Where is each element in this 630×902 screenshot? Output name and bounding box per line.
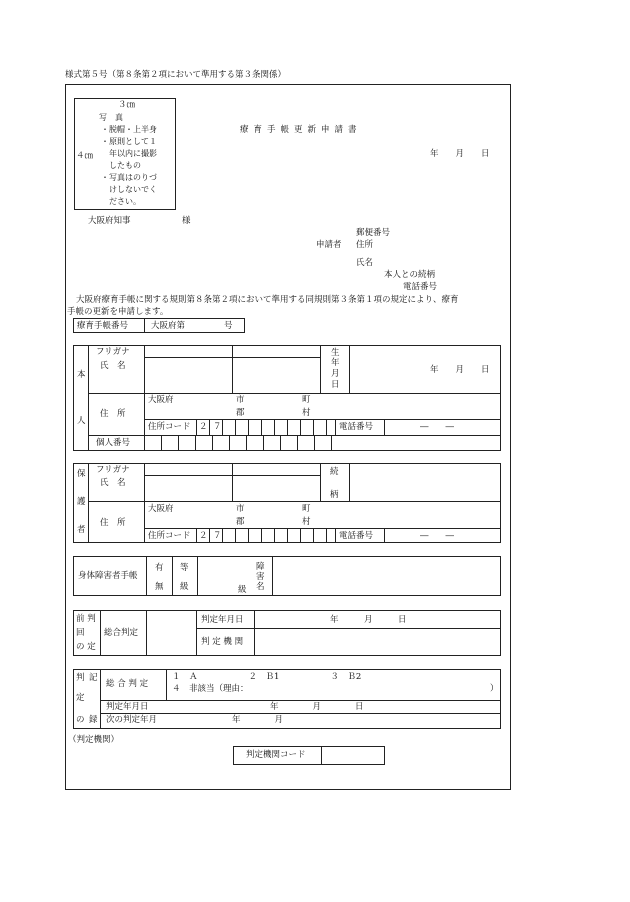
disability-yes[interactable]: 有 [155, 563, 164, 573]
divider [100, 700, 501, 701]
divider [326, 528, 327, 543]
divider [144, 528, 501, 529]
record-date-value[interactable]: 年 月 日 [270, 702, 364, 712]
divider [287, 419, 288, 435]
divider [254, 610, 255, 656]
divider [297, 435, 298, 451]
disability-type: 名 [256, 582, 265, 592]
divider [313, 419, 314, 435]
doc-title: 療育手帳更新申請書 [240, 125, 362, 135]
divider [326, 419, 327, 435]
photo-line: けしないでく [101, 185, 157, 194]
notebook-unit: 号 [224, 321, 233, 331]
divider [88, 463, 89, 543]
record-side: 定 [76, 693, 85, 703]
record-next-value[interactable]: 年 月 [232, 715, 284, 725]
applicant-postal[interactable]: 郵便番号 [356, 228, 391, 238]
addressee: 大阪府知事 [88, 216, 131, 226]
divider [229, 435, 230, 451]
guardian-address-label: 住 所 [100, 518, 126, 528]
divider [248, 419, 249, 435]
divider [261, 419, 262, 435]
divider [349, 345, 350, 393]
photo-line: 年以内に撮影 [101, 149, 157, 158]
photo-line: ・原則として１ [101, 137, 157, 146]
person-gun: 郡 [236, 408, 245, 418]
person-addr-code-label: 住所コード [148, 422, 191, 432]
record-side: 録 [89, 715, 98, 725]
person-side: 人 [77, 416, 86, 426]
record-side: 記 [89, 673, 98, 683]
agency-code-input[interactable] [324, 749, 382, 762]
divider [212, 435, 213, 451]
applicant-phone[interactable]: 電話番号 [403, 282, 438, 292]
guardian-relation: 続 [330, 467, 339, 477]
divider [88, 501, 501, 502]
guardian-side: 保 [77, 469, 86, 479]
divider [320, 463, 321, 501]
divider [272, 556, 273, 596]
record-next-label: 次の判定年月 [106, 715, 158, 725]
divider [195, 435, 196, 451]
applicant-label: 申請者 [316, 240, 342, 250]
person-phone-label: 電話番号 [339, 422, 374, 432]
person-birth-date[interactable]: 年 月 日 [430, 365, 490, 375]
divider [146, 556, 147, 596]
person-birth: 月 [331, 369, 340, 379]
divider [144, 475, 320, 476]
divider [161, 435, 162, 451]
divider [178, 435, 179, 451]
person-village: 村 [302, 408, 311, 418]
divider [321, 746, 322, 765]
divider [209, 528, 210, 543]
divider [300, 528, 301, 543]
divider [300, 419, 301, 435]
person-personal-no-label: 個人番号 [96, 438, 131, 448]
applicant-name[interactable]: 氏名 [356, 258, 374, 268]
divider [349, 463, 350, 501]
person-name-label: 氏 名 [100, 361, 126, 371]
disability-type: 障 [256, 562, 265, 572]
previous-date-label: 判定年月日 [201, 615, 244, 625]
person-birth: 生 [331, 348, 340, 358]
divider [235, 528, 236, 543]
guardian-pref: 大阪府 [148, 504, 174, 514]
divider [222, 528, 223, 543]
guardian-town: 町 [302, 504, 311, 514]
person-pref: 大阪府 [148, 395, 174, 405]
divider [144, 419, 501, 420]
previous-side: の 定 [76, 642, 96, 652]
guardian-village: 村 [302, 517, 311, 527]
person-code-digit: ７ [213, 422, 222, 432]
applicant-address[interactable]: 住所 [356, 240, 374, 250]
previous-date-value[interactable]: 年 月 日 [330, 615, 407, 625]
guardian-name-label: 氏 名 [100, 478, 126, 488]
divider [287, 528, 288, 543]
person-side: 本 [77, 370, 86, 380]
divider [232, 463, 233, 501]
person-phone-value[interactable]: ― ― [420, 422, 455, 432]
photo-height-label: ４㎝ [76, 151, 94, 161]
guardian-side: 者 [77, 525, 86, 535]
divider [144, 357, 320, 358]
divider [384, 528, 385, 543]
divider [314, 435, 315, 451]
person-code-digit: ２ [199, 422, 208, 432]
record-overall-label: 総 合 判 定 [106, 679, 149, 689]
guardian-phone-value[interactable]: ― ― [420, 531, 455, 541]
previous-overall-label: 総合判定 [104, 628, 139, 638]
divider [235, 419, 236, 435]
divider [274, 528, 275, 543]
divider [100, 610, 101, 656]
guardian-gun: 郡 [236, 517, 245, 527]
body-text: 手帳の更新を申請します。 [67, 307, 169, 317]
photo-width-label: ３㎝ [118, 100, 136, 110]
guardian-furigana-label: フリガナ [96, 465, 130, 475]
guardian-side: 護 [77, 497, 86, 507]
guardian-city: 市 [236, 504, 245, 514]
person-furigana-label: フリガナ [96, 347, 130, 357]
person-birth: 日 [331, 380, 340, 390]
divider [172, 556, 173, 596]
divider [209, 419, 210, 435]
divider [335, 419, 336, 435]
divider [146, 610, 147, 656]
divider [384, 419, 385, 435]
previous-agency-label: 判 定 機 関 [201, 637, 244, 647]
honorific: 様 [182, 216, 191, 226]
divider [222, 419, 223, 435]
divider [144, 318, 145, 333]
guardian-code-digit: ７ [213, 531, 222, 541]
person-town: 町 [302, 395, 311, 405]
divider [100, 713, 501, 714]
divider [246, 435, 247, 451]
divider [196, 610, 197, 656]
divider [196, 419, 197, 435]
record-options[interactable]: １ Ａ ２ Ｂ1 ３ Ｂ2 [172, 672, 362, 682]
divider [88, 393, 501, 394]
disability-no[interactable]: 無 [155, 582, 164, 592]
divider [197, 556, 198, 596]
divider [232, 345, 233, 393]
disability-label: 身体障害者手帳 [78, 571, 138, 581]
disability-level: 級 [238, 585, 247, 595]
body-text: 大阪府療育手帳に関する規則第８条第２項において準用する同規則第３条第１項の規定により、療育 [76, 295, 459, 305]
disability-type: 害 [256, 572, 265, 582]
photo-line: ・写真はのりづ [101, 173, 157, 182]
divider [335, 528, 336, 543]
disability-grade-label: 級 [180, 582, 189, 592]
person-city: 市 [236, 395, 245, 405]
guardian-relation: 柄 [330, 490, 339, 500]
divider [261, 528, 262, 543]
photo-title: 写 真 [99, 113, 123, 122]
previous-side: 前 判 [76, 614, 96, 624]
divider [100, 669, 101, 729]
divider [166, 669, 167, 700]
divider [313, 528, 314, 543]
record-close-paren: ） [490, 684, 499, 694]
divider [274, 419, 275, 435]
guardian-phone-label: 電話番号 [339, 531, 374, 541]
divider [248, 528, 249, 543]
photo-line: ださい。 [101, 197, 141, 206]
applicant-relation[interactable]: 本人との続柄 [384, 270, 436, 280]
agency-code-label: 判定機関コード [246, 750, 306, 760]
person-birth: 年 [331, 358, 340, 368]
record-options[interactable]: ４ 非該当（理由： [172, 684, 249, 694]
divider [320, 345, 321, 393]
divider [263, 435, 264, 451]
notebook-value[interactable]: 大阪府第 [151, 321, 186, 331]
date-label[interactable]: 年 月 日 [430, 149, 490, 159]
divider [88, 435, 501, 436]
photo-line: したもの [101, 161, 141, 170]
form-label: 様式第５号（第８条第２項において準用する第３条関係） [65, 70, 287, 80]
guardian-addr-code-label: 住所コード [148, 531, 191, 541]
person-address-label: 住 所 [100, 409, 126, 419]
photo-line: ・脱帽・上半身 [101, 125, 157, 134]
record-side: の [76, 715, 85, 725]
guardian-code-digit: ２ [199, 531, 208, 541]
divider [196, 628, 501, 629]
disability-grade-label: 等 [180, 563, 189, 573]
divider [280, 435, 281, 451]
divider [196, 528, 197, 543]
notebook-label: 療育手帳番号 [77, 321, 129, 331]
divider [331, 435, 332, 451]
agency-note: （判定機関） [68, 735, 120, 745]
previous-side: 回 [76, 628, 85, 638]
record-side: 判 [76, 673, 85, 683]
record-date-label: 判定年月日 [106, 702, 149, 712]
